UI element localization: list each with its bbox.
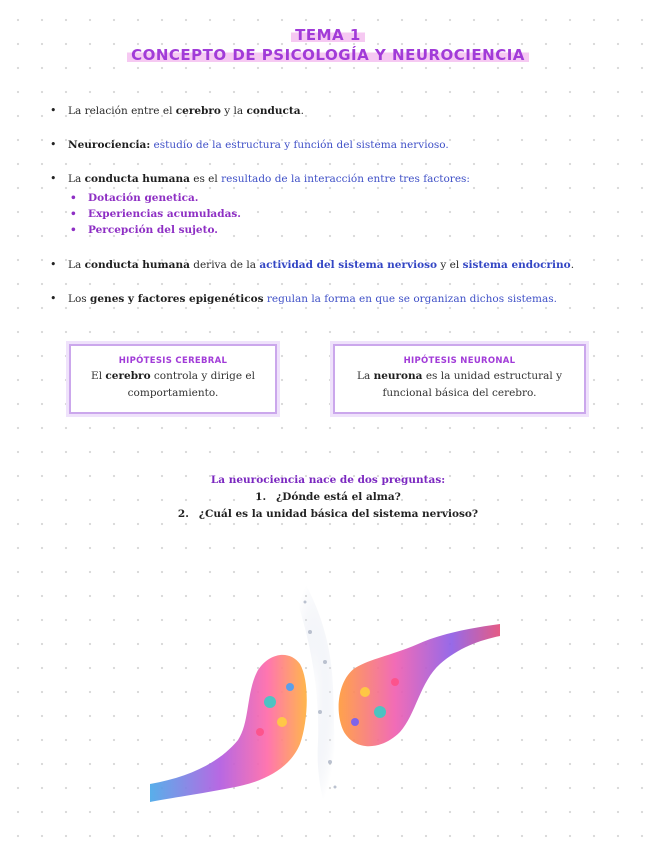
box-hipotesis-cerebral	[69, 344, 277, 414]
text: es el	[189, 173, 222, 185]
box-hipotesis-neuronal	[333, 344, 586, 414]
text: La	[68, 259, 85, 271]
term-conducta: conducta	[246, 105, 301, 117]
question-number: 1.	[255, 491, 267, 503]
term-conducta-humana: conducta humana	[84, 173, 190, 185]
page-title: CONCEPTO DE PSICOLOGÍA Y NEUROCIENCIA	[127, 46, 529, 64]
question-text: ¿Dónde está el alma?	[276, 491, 401, 503]
term-neurociencia: Neurociencia:	[68, 139, 151, 151]
factors-list	[68, 190, 618, 238]
postsynaptic-neuron	[339, 624, 500, 746]
term-genes-epigeneticos: genes y factores epigenéticos	[90, 293, 264, 305]
title-line-1	[0, 26, 656, 44]
text: deriva de la	[189, 259, 260, 271]
questions-heading: La neurociencia nace de dos preguntas:	[210, 474, 446, 486]
term-sistema-endocrino: sistema endocrino	[462, 259, 571, 271]
question-number: 2.	[177, 508, 189, 520]
box-title: HIPÓTESIS CEREBRAL	[118, 356, 228, 366]
topic-number: TEMA 1	[291, 26, 365, 44]
questions-section	[0, 472, 656, 523]
bullet-neurociencia	[48, 138, 618, 152]
factor-item: • Experiencias acumuladas.	[68, 206, 618, 222]
question-item	[0, 506, 656, 523]
text: y el	[437, 259, 463, 271]
text: La	[68, 173, 85, 185]
definition-text: regulan la forma en que se organizan dichos sistemas.	[263, 293, 557, 305]
text: La relación entre el	[68, 105, 176, 117]
title-line-2	[0, 46, 656, 64]
presynaptic-neuron	[150, 655, 307, 802]
text: controla y dirige el comportamiento.	[127, 370, 255, 399]
term-actividad-sistema-nervioso: actividad del sistema nervioso	[259, 259, 438, 271]
box-text	[347, 368, 572, 402]
text: y la	[220, 105, 247, 117]
box-title: HIPÓTESIS NEURONAL	[403, 356, 516, 366]
term-neurona: neurona	[373, 370, 423, 382]
bullet-conducta-deriva	[48, 258, 618, 272]
bullet-list	[48, 104, 618, 326]
term-cerebro: cerebro	[175, 105, 221, 117]
text: .	[300, 105, 304, 117]
factor-item: • Dotación genetica.	[68, 190, 618, 206]
term-cerebro: cerebro	[105, 370, 151, 382]
box-text	[83, 368, 263, 402]
text: La	[356, 370, 374, 382]
definition-text: estudio de la estructura y función del sistema nervioso.	[150, 139, 449, 151]
term-conducta-humana: conducta humana	[84, 259, 190, 271]
text: es la unidad estructural y funcional básica del cerebro.	[382, 370, 563, 399]
text: El	[91, 370, 106, 382]
question-item	[0, 489, 656, 506]
definition-text: resultado de la interacción entre tres factores:	[221, 173, 470, 185]
text: .	[570, 259, 575, 271]
synapse-illustration	[150, 572, 500, 812]
question-text: ¿Cuál es la unidad básica del sistema nervioso?	[198, 508, 479, 520]
factor-item: • Percepción del sujeto.	[68, 222, 618, 238]
bullet-genes	[48, 292, 618, 306]
text: Los	[68, 293, 91, 305]
bullet-conducta-factores	[48, 172, 618, 238]
bullet-relation	[48, 104, 618, 118]
